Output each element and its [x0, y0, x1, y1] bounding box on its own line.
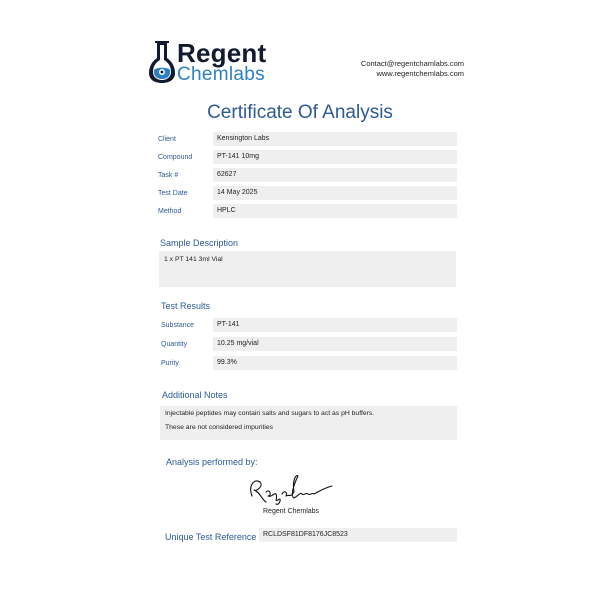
result-value-purity: 99.3% — [213, 356, 457, 370]
contact-block — [361, 59, 464, 79]
notes-line-2: These are not considered impurities — [165, 424, 274, 431]
result-label-purity: Purity — [161, 360, 179, 367]
result-label-substance: Substance — [161, 322, 195, 329]
brand-name: Regent — [177, 38, 267, 68]
info-value-client: Kensington Labs — [213, 132, 457, 146]
sample-heading: Sample Description — [160, 238, 239, 248]
contact-website: www.regentchemlabs.com — [376, 69, 464, 78]
info-label-client: Client — [158, 136, 176, 143]
page-title: Certificate Of Analysis — [207, 102, 393, 123]
info-value-test-date: 14 May 2025 — [213, 186, 457, 200]
result-value-quantity: 10.25 mg/vial — [213, 337, 457, 351]
sample-box — [159, 251, 456, 287]
analyst-name: Regent Chemlabs — [263, 508, 320, 515]
result-label-quantity: Quantity — [161, 341, 188, 348]
sample-text: 1 x PT 141 3ml Vial — [164, 256, 223, 263]
result-value-substance: PT-141 — [213, 318, 457, 332]
info-label-method: Method — [158, 208, 182, 215]
reference-value: RCLDSF81DF8176JC8523 — [259, 528, 457, 542]
info-value-task: 62627 — [213, 168, 457, 182]
brand-subname: Chemlabs — [177, 64, 265, 85]
info-value-method: HPLC — [213, 204, 457, 218]
notes-box — [160, 406, 457, 440]
notes-heading: Additional Notes — [162, 390, 228, 400]
analysis-heading: Analysis performed by: — [166, 457, 258, 467]
info-label-test-date: Test Date — [158, 190, 188, 197]
info-value-compound: PT-141 10mg — [213, 150, 457, 164]
results-heading: Test Results — [161, 301, 211, 311]
notes-line-1: Injectable peptides may contain salts and sugars to act as pH buffers. — [165, 410, 375, 417]
info-label-task: Task # — [158, 172, 179, 179]
flask-icon — [148, 40, 176, 84]
signature-icon — [244, 466, 336, 506]
info-label-compound: Compound — [158, 154, 193, 161]
reference-label: Unique Test Reference — [165, 532, 257, 542]
contact-email: Contact@regentchamlabs.com — [360, 59, 464, 68]
